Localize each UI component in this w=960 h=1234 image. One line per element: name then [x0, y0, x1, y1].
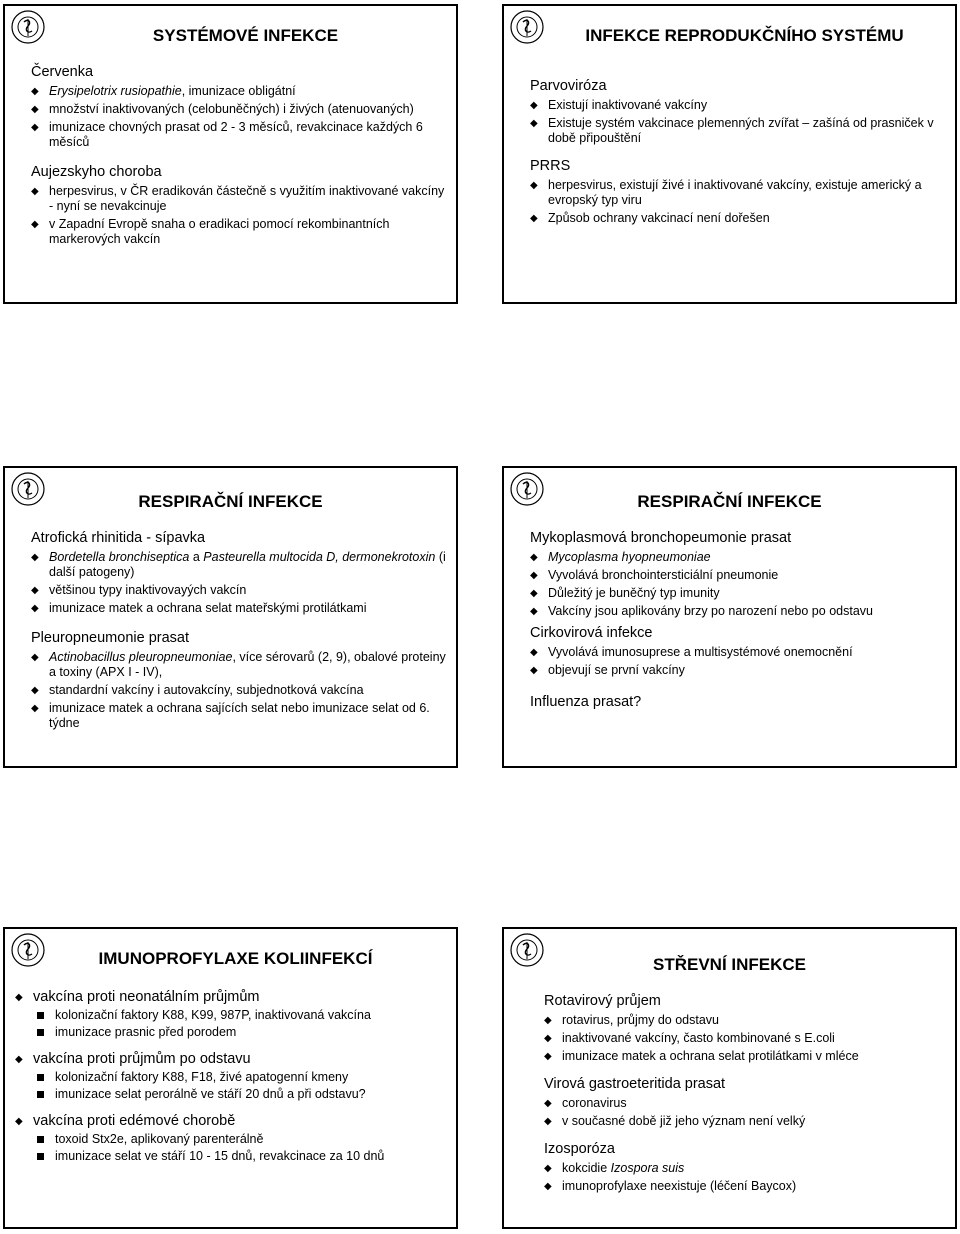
- slide-content: [15, 987, 446, 1166]
- list-item: ◆ coronavirus: [544, 1096, 945, 1111]
- section-heading: Aujezskyho choroba: [31, 164, 162, 180]
- list-item: ◆ Vakcíny jsou aplikovány brzy po narození nebo po odstavu: [530, 604, 945, 619]
- section-heading: Influenza prasat?: [530, 694, 642, 710]
- slide-content: [31, 530, 446, 734]
- list-item: ◆ Bordetella bronchiseptica a Pasteurella multocida D, dermonekrotoxin (i další patogeny): [31, 550, 446, 580]
- list-item: ◆ kokcidie Izospora suis: [544, 1161, 945, 1176]
- slide-title: RESPIRAČNÍ INFEKCE: [637, 492, 822, 511]
- list-item: ◆ imunizace chovných prasat od 2 - 3 měsíců, revakcinace každých 6 měsíců: [31, 120, 446, 150]
- slide-respiracni-infekce-2: [502, 466, 957, 768]
- section-heading: Atrofická rhinitida - sípavka: [31, 530, 206, 546]
- list-item: ◆ Mycoplasma hyopneumoniae: [530, 550, 945, 565]
- list-item: ◆ inaktivované vakcíny, často kombinované s E.coli: [544, 1031, 945, 1046]
- slide-title: RESPIRAČNÍ INFEKCE: [138, 492, 323, 511]
- list-item: ◆ herpesvirus, v ČR eradikován částečně s využitím inaktivované vakcíny - nyní se nevakcinuje: [31, 184, 446, 214]
- list-item: ◆ Existuje systém vakcinace plemenných zvířat – zašíná od prasniček v době připouštění: [530, 116, 945, 146]
- list-item: ◆ v současné době již jeho význam není velký: [544, 1114, 945, 1129]
- slide-content: [530, 78, 945, 229]
- list-item: ◆ Erysipelotrix rusiopathie, imunizace obligátní: [31, 84, 446, 99]
- list-item: ◆ imunizace matek a ochrana selat mateřskými protilátkami: [31, 601, 446, 616]
- section-heading: Izosporóza: [544, 1141, 615, 1157]
- slide-title: INFEKCE REPRODUKČNÍHO SYSTÉMU: [585, 26, 904, 45]
- list-item: ◆ množství inaktivovaných (celobuněčných) i živých (atenuovaných): [31, 102, 446, 117]
- slide-imunoprofylaxe-koliinfekci: [3, 927, 458, 1229]
- slide-content: [544, 993, 945, 1197]
- list-item: ◆ vakcína proti průjmům po odstavu: [15, 1052, 446, 1067]
- sub-item: imunizace prasnic před porodem: [15, 1025, 446, 1040]
- list-item: ◆ imunizace matek a ochrana selat protilátkami v mléce: [544, 1049, 945, 1064]
- section-heading: PRRS: [530, 158, 571, 174]
- list-item: ◆ herpesvirus, existují živé i inaktivované vakcíny, existuje americký a evropský typ viru: [530, 178, 945, 208]
- slide-title: IMUNOPROFYLAXE KOLIINFEKCÍ: [98, 949, 373, 968]
- list-item: ◆ standardní vakcíny i autovakcíny, subjednotková vakcína: [31, 683, 446, 698]
- list-item: ◆ vakcína proti edémové chorobě: [15, 1114, 446, 1129]
- slide-content: [530, 530, 945, 714]
- list-item: ◆ Způsob ochrany vakcinací není dořešen: [530, 211, 945, 226]
- slide-content: [31, 64, 446, 250]
- section-heading: Červenka: [31, 64, 94, 80]
- section-heading: Virová gastroeteritida prasat: [544, 1076, 726, 1092]
- list-item: ◆ Vyvolává imunosuprese a multisystémové onemocnění: [530, 645, 945, 660]
- slide-systemove-infekce: [3, 4, 458, 304]
- list-item: ◆ imunizace matek a ochrana sajících selat nebo imunizace selat od 6. týdne: [31, 701, 446, 731]
- list-item: ◆ v Zapadní Evropě snaha o eradikaci pomocí rekombinantních markerových vakcín: [31, 217, 446, 247]
- list-item: ◆ vakcína proti neonatálním průjmům: [15, 990, 446, 1005]
- section-heading: Parvoviróza: [530, 78, 607, 94]
- slide-title: STŘEVNÍ INFEKCE: [652, 955, 807, 974]
- slide-strevni-infekce: [502, 927, 957, 1229]
- section-heading: Mykoplasmová bronchopeumonie prasat: [530, 530, 792, 546]
- list-item: ◆ většinou typy inaktivovayých vakcín: [31, 583, 446, 598]
- sub-item: toxoid Stx2e, aplikovaný parenterálně: [15, 1132, 446, 1147]
- slide-infekce-reprodukcniho-systemu: [502, 4, 957, 304]
- slide-respiracni-infekce-1: [3, 466, 458, 768]
- list-item: ◆ Vyvolává bronchointersticiální pneumonie: [530, 568, 945, 583]
- sub-item: kolonizační faktory K88, F18, živé apatogenní kmeny: [15, 1070, 446, 1085]
- list-item: ◆ rotavirus, průjmy do odstavu: [544, 1013, 945, 1028]
- list-item: ◆ objevují se první vakcíny: [530, 663, 945, 678]
- list-item: ◆ Existují inaktivované vakcíny: [530, 98, 945, 113]
- list-item: ◆ Důležitý je buněčný typ imunity: [530, 586, 945, 601]
- sub-item: imunizace selat perorálně ve stáří 20 dnů a při odstavu?: [15, 1087, 446, 1102]
- section-heading: Rotavirový průjem: [544, 993, 661, 1009]
- section-heading: Pleuropneumonie prasat: [31, 630, 189, 646]
- sub-item: imunizace selat ve stáří 10 - 15 dnů, revakcinace za 10 dnů: [15, 1149, 446, 1164]
- section-heading: Cirkovirová infekce: [530, 625, 653, 641]
- list-item: ◆ imunoprofylaxe neexistuje (léčení Baycox): [544, 1179, 945, 1194]
- sub-item: kolonizační faktory K88, K99, 987P, inaktivovaná vakcína: [15, 1008, 446, 1023]
- list-item: ◆ Actinobacillus pleuropneumoniae, více sérovarů (2, 9), obalové proteiny a toxiny (APX I - IV),: [31, 650, 446, 680]
- slide-title: SYSTÉMOVÉ INFEKCE: [152, 26, 339, 45]
